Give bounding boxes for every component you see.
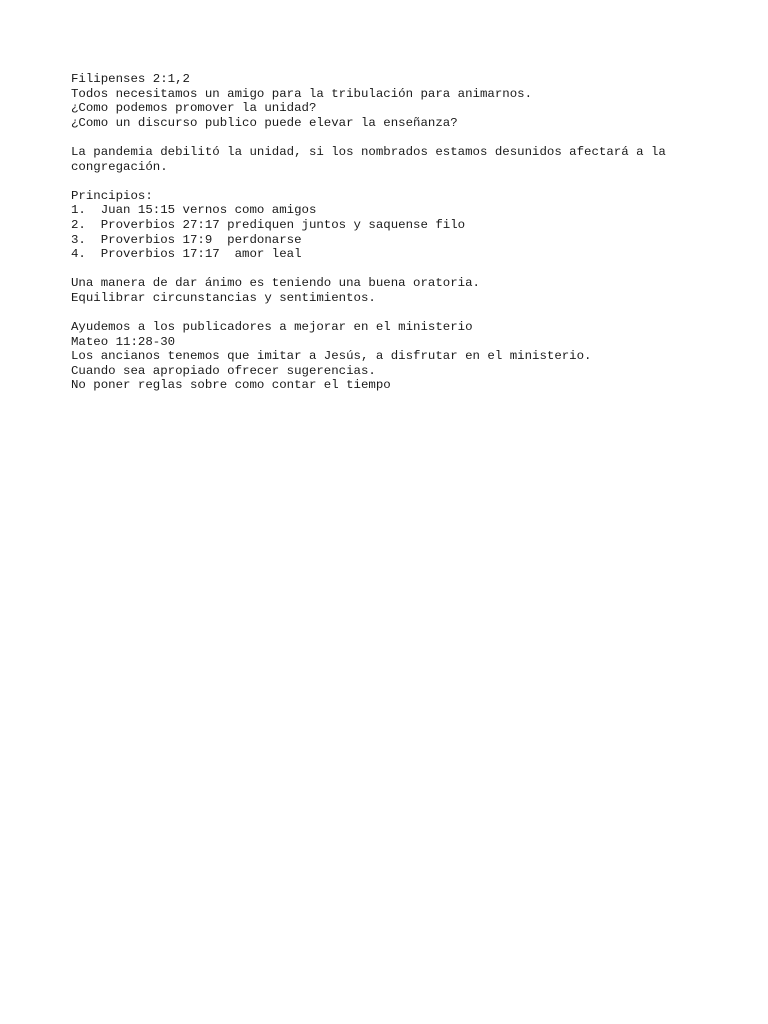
ministry-paragraph: [71, 320, 751, 393]
list-item: 4. Proverbios 17:17 amor leal: [71, 247, 302, 262]
principles-list: [71, 203, 751, 261]
principles-section: [71, 189, 751, 262]
list-item: 1. Juan 15:15 vernos como amigos: [71, 203, 317, 218]
principles-heading: Principios:: [71, 188, 153, 203]
list-item: 3. Proverbios 17:9 perdonarse: [71, 232, 302, 247]
intro-paragraph: [71, 72, 751, 130]
text-line: La pandemia debilitó la unidad, si los nombrados estamos desunidos afectará a la congregación.: [71, 144, 674, 174]
document-page: [71, 72, 751, 408]
scripture-reference: Filipenses 2:1,2: [71, 72, 190, 86]
text-line: Cuando sea apropiado ofrecer sugerencias.: [71, 363, 376, 378]
text-line: Una manera de dar ánimo es teniendo una buena oratoria.: [71, 276, 480, 291]
question-line: ¿Como podemos promover la unidad?: [71, 101, 317, 116]
encouragement-paragraph: [71, 276, 751, 305]
text-line: Equilibrar circunstancias y sentimientos.: [71, 290, 376, 305]
list-item: 2. Proverbios 27:17 prediquen juntos y saquense filo: [71, 217, 466, 232]
text-line: Los ancianos tenemos que imitar a Jesús, a disfrutar en el ministerio.: [71, 349, 592, 364]
text-line: No poner reglas sobre como contar el tiempo: [71, 378, 391, 393]
text-line: Todos necesitamos un amigo para la tribulación para animarnos.: [71, 86, 533, 101]
scripture-reference: Mateo 11:28-30: [71, 334, 176, 349]
text-line: Ayudemos a los publicadores a mejorar en el ministerio: [71, 320, 473, 335]
question-line: ¿Como un discurso publico puede elevar la enseñanza?: [71, 115, 458, 130]
pandemic-paragraph: [71, 145, 751, 174]
